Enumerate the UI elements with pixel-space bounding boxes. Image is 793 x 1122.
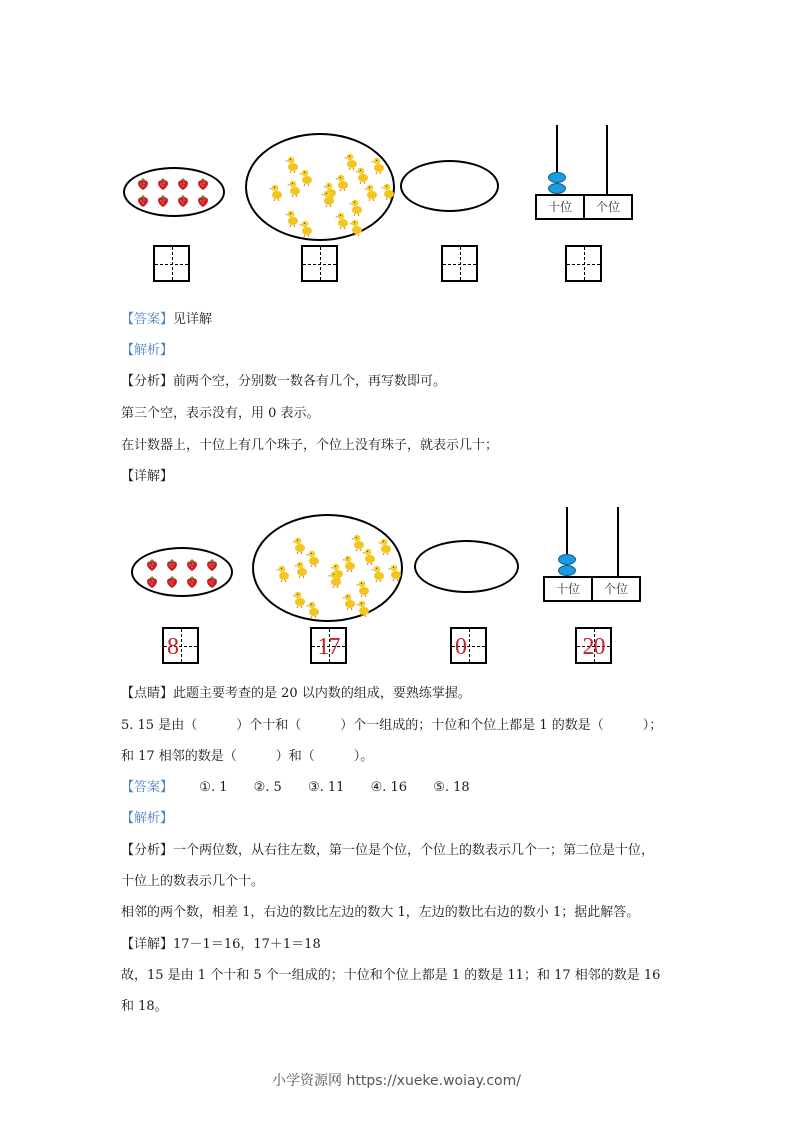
jiexi-label: 【解析】 [121,343,174,358]
abacus-ones-label: 个位 [591,578,639,600]
q5-conclusion-line-1: 故，15 是由 1 个十和 5 个一组成的；十位和个位上都是 1 的数是 11；和 17 相邻的数是 16 [121,968,661,983]
dianjing-label: 【点睛】 [121,686,174,701]
strawberry-icon [165,574,179,588]
answer-item-2: ②. 5 [253,780,282,795]
detail-label: 【详解】 [121,469,174,484]
analysis-text: 前两个空，分别数一数各有几个，再写数即可。 [173,374,447,389]
strawberry-icon [185,557,199,571]
duck-icon [371,564,385,582]
duck-icon [306,600,320,618]
strawberry-icon [145,574,159,588]
answer-box-4 [575,627,612,664]
jiexi-label: 【解析】 [121,811,174,826]
analysis-label: 【分析】 [121,843,174,858]
detail-label: 【详解】 [121,937,174,952]
strawberry-icon [145,557,159,571]
q5-analysis-line-3: 相邻的两个数，相差 1，右边的数比左边的数大 1，左边的数比右边的数小 1；据此解答。 [121,905,640,920]
analysis-line-3: 在计数器上，十位上有几个珠子，个位上没有珠子，就表示几十； [121,438,499,453]
detail-calc: 17－1＝16，17＋1＝18 [173,937,321,952]
analysis-label: 【分析】 [121,374,174,389]
q5-analysis-line-1 [121,842,654,860]
answer-digit: 0 [455,634,466,660]
duck-icon [276,564,290,582]
answer-item-5: ⑤. 18 [433,780,470,795]
abacus-tens-label: 十位 [547,200,572,214]
strawberry-icon [205,557,219,571]
duck-icon [378,537,392,555]
abacus-base [543,576,641,602]
answer-digit: 20 [582,634,605,660]
duck-icon [362,547,376,565]
answer-box-3 [450,627,487,664]
empty-oval [414,540,519,593]
q5-detail-line [121,936,321,954]
duck-icon [292,536,306,554]
abacus-ones-rod [617,507,619,577]
strawberry-icon [165,557,179,571]
duck-icon [388,563,402,581]
duck-icon [328,570,342,588]
abacus-tens-label: 十位 [555,582,580,596]
q5-answer-line [121,779,470,797]
duck-icon [356,579,370,597]
analysis-line-2: 第三个空，表示没有，用 0 表示。 [121,406,320,421]
answer-label: 【答案】 [121,312,174,327]
duck-icon [294,560,308,578]
duck-icon [342,592,356,610]
answer-item-3: ③. 11 [307,780,345,795]
answer-text: 见详解 [173,312,213,327]
duck-icon [342,554,356,572]
strawberry-icon [185,574,199,588]
answer-digit: 8 [167,634,178,660]
footer-watermark: 小学资源网 https://xueke.woiay.com/ [272,1073,521,1089]
strawberry-oval [131,547,233,597]
dianjing-line [121,685,471,703]
q5-analysis-line-2: 十位上的数表示几个十。 [121,874,265,889]
abacus-bead [558,565,576,576]
q5-conclusion-line-2: 和 18。 [121,999,168,1014]
answer-item-4: ④. 16 [370,780,408,795]
dianjing-text: 此题主要考查的是 20 以内数的组成，要熟练掌握。 [173,686,471,701]
abacus-ones-label: 个位 [583,196,631,218]
duck-icon [292,590,306,608]
q5-question-line-1: 5. 15 是由（ ）个十和（ ）个一组成的；十位和个位上都是 1 的数是（ ）； [121,718,663,733]
analysis-text: 一个两位数，从右往左数，第一位是个位，个位上的数表示几个一；第二位是十位， [173,843,655,858]
answer-box-1 [162,627,199,664]
answer-digit: 17 [317,634,340,660]
duck-icon [356,599,370,617]
answer-box-2 [310,627,347,664]
q5-question-line-2: 和 17 相邻的数是（ ）和（ ）。 [121,749,374,764]
answer-item-1: ①. 1 [199,780,228,795]
strawberry-icon [205,574,219,588]
answer-label: 【答案】 [121,780,174,795]
abacus-bead [558,554,576,565]
